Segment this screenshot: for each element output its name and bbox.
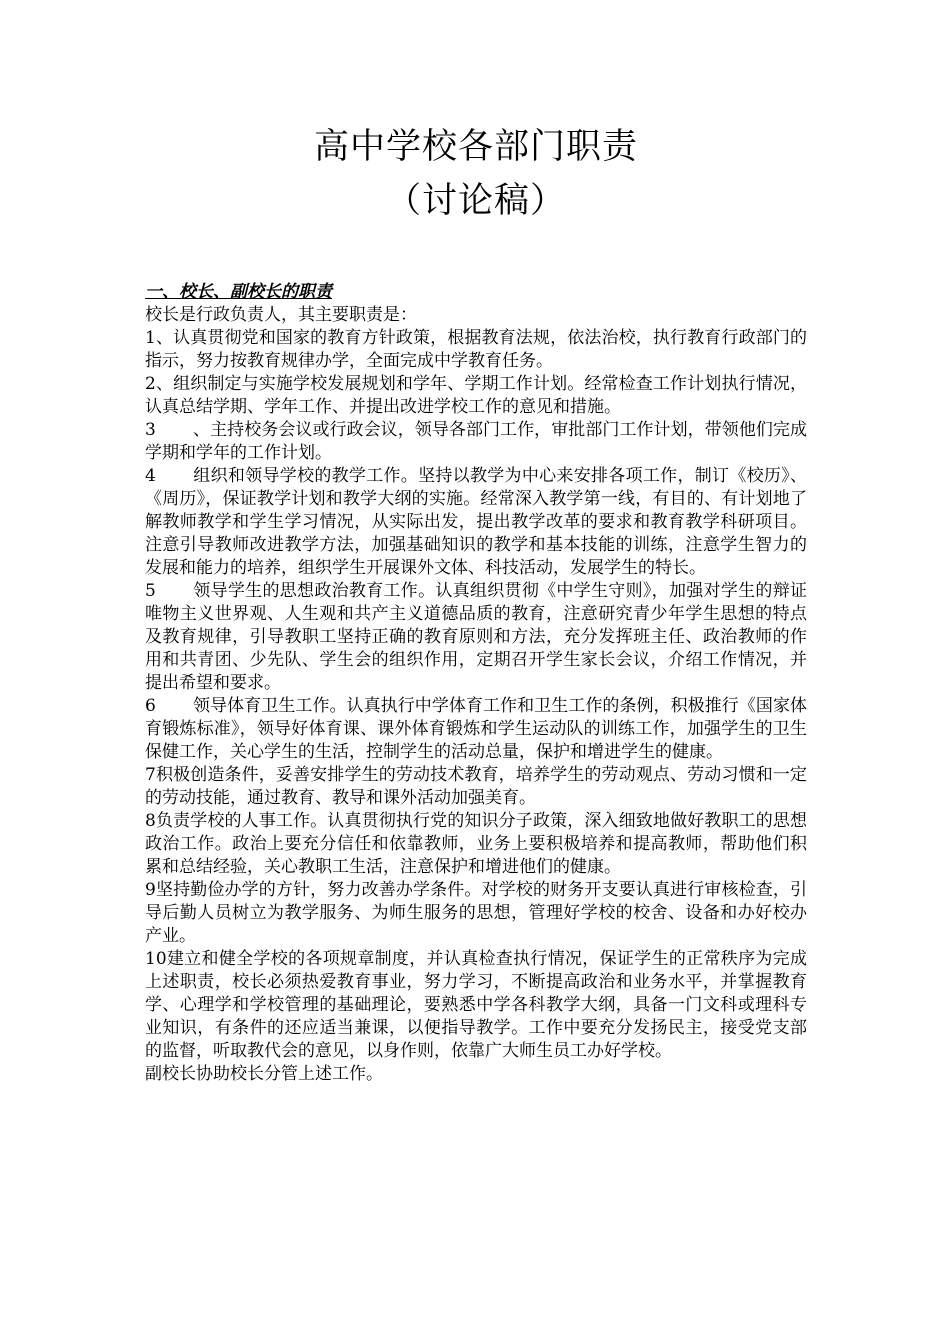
section-closing: 副校长协助校长分管上述工作。: [145, 1064, 383, 1084]
document-title: 高中学校各部门职责: [313, 127, 638, 167]
duty-text: 2、组织制定与实施学校发展规划和学年、学期工作计划。经常检查工作计划执行情况，认真总结学期、学年工作、并提出改进学校工作的意见和措施。: [145, 374, 807, 417]
duty-number: 4: [145, 466, 156, 486]
duty-text: 领导体育卫生工作。认真执行中学体育工作和卫生工作的条例，积极推行《国家体育锻炼标准》，领导好体育课、课外体育锻炼和学生运动队的训练工作，加强学生的卫生保健工作，关心学生的生活，控制学生的活动总量，保护和增进学生的健康。: [145, 696, 807, 762]
duty-text: 组织和领导学校的教学工作。坚持以教学为中心来安排各项工作，制订《校历》、《周历》，保证教学计划和教学大纲的实施。经常深入教学第一线，有目的、有计划地了解教师教学和学生学习情况，从实际出发，提出教学改革的要求和教育教学科研项目。注意引导教师改进教学方法，加强基础知识的教学和基本技能的训练，注意学生智力的发展和能力的培养，组织学生开展课外文体、科技活动，发展学生的特长。: [145, 466, 807, 578]
duty-item: [145, 948, 807, 1063]
duty-text: 领导学生的思想政治教育工作。认真组织贯彻《中学生守则》，加强对学生的辩证唯物主义世界观、人生观和共产主义道德品质的教育，注意研究青少年学生思想的特点及教育规律，引导教职工坚持正确的教育原则和方法，充分发挥班主任、政治教师的作用和共青团、少先队、学生会的组织作用，定期召开学生家长会议，介绍工作情况，并提出希望和要求。: [145, 581, 807, 693]
duty-number: 6: [145, 696, 156, 716]
section-heading: 一、校长、副校长的职责: [145, 282, 332, 302]
duty-text: 7积极创造条件，妥善安排学生的劳动技术教育，培养学生的劳动观点、劳动习惯和一定的劳动技能，通过教育、教导和课外活动加强美育。: [145, 765, 807, 808]
duty-text: 10建立和健全学校的各项规章制度，并认真检查执行情况，保证学生的正常秩序为完成上述职责，校长必须热爱教育事业，努力学习，不断提高政治和业务水平，并掌握教育学、心理学和学校管理的基础理论，要熟悉中学各科教学大纲，具备一门文科或理科专业知识，有条件的还应适当兼课，以便指导教学。工作中要充分发扬民主，接受党支部的监督，听取教代会的意见，以身作则，依靠广大师生员工办好学校。: [145, 949, 807, 1061]
duty-item: [145, 419, 807, 465]
duty-number: 5: [145, 581, 156, 601]
duty-text: 、主持校务会议或行政会议，领导各部门工作，审批部门工作计划，带领他们完成学期和学年的工作计划。: [145, 420, 807, 463]
document-page: [145, 122, 807, 1086]
duty-item: [145, 879, 807, 948]
duty-item: [145, 465, 807, 580]
duty-item: [145, 327, 807, 373]
duty-item: [145, 695, 807, 764]
duty-item: [145, 373, 807, 419]
duty-item: [145, 580, 807, 695]
duty-text: 8负责学校的人事工作。认真贯彻执行党的知识分子政策，深入细致地做好教职工的思想政治工作。政治上要充分信任和依靠教师，业务上要积极培养和提高教师，帮助他们积累和总结经验，关心教职工生活，注意保护和增进他们的健康。: [145, 811, 807, 877]
duty-item: [145, 810, 807, 879]
duty-number: 3: [145, 420, 156, 440]
section-intro: 校长是行政负责人，其主要职责是：: [145, 305, 417, 325]
duty-item: [145, 764, 807, 810]
duty-text: 9坚持勤俭办学的方针，努力改善办学条件。对学校的财务开支要认真进行审核检查，引导后勤人员树立为教学服务、为师生服务的思想，管理好学校的校舍、设备和办好校办产业。: [145, 880, 807, 946]
document-subtitle: （讨论稿）: [385, 181, 566, 221]
duty-text: 1、认真贯彻党和国家的教育方针政策，根据教育法规，依法治校，执行教育行政部门的指示，努力按教育规律办学，全面完成中学教育任务。: [145, 328, 807, 371]
duty-list: [145, 327, 807, 1063]
